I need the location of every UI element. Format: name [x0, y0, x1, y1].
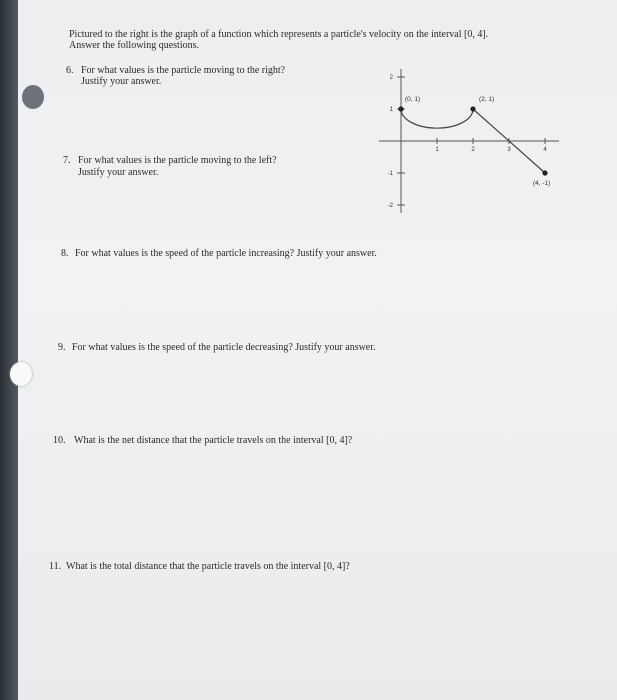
question-10-number: 10.	[53, 435, 66, 446]
data-point	[398, 106, 403, 111]
question-10-text: What is the net distance that the particle travels on the interval [0, 4]?	[74, 435, 353, 446]
x-tick-label: 2	[471, 147, 475, 153]
x-tick-label: 4	[543, 147, 547, 153]
y-tick-label: -2	[387, 203, 393, 209]
data-point-label: (2, 1)	[479, 96, 495, 103]
data-point-label: (4, -1)	[533, 180, 551, 187]
y-tick-label: 1	[389, 107, 393, 113]
data-point	[542, 170, 547, 175]
data-point-label: (0, 1)	[405, 96, 421, 103]
question-9-number: 9.	[58, 342, 66, 353]
intro-line-2: Answer the following questions.	[69, 40, 199, 51]
x-tick-label: 1	[435, 147, 439, 153]
question-9-text: For what values is the speed of the particle decreasing? Justify your answer.	[72, 342, 376, 353]
question-11-number: 11.	[49, 561, 62, 572]
question-7-number: 7.	[63, 155, 71, 166]
question-6-number: 6.	[66, 65, 74, 76]
question-11-text: What is the total distance that the particle travels on the interval [0, 4]?	[66, 561, 350, 572]
question-6-justify: Justify your answer.	[81, 76, 162, 87]
question-8-text: For what values is the speed of the particle increasing? Justify your answer.	[75, 248, 377, 259]
question-7-text: For what values is the particle moving to the left?	[78, 155, 277, 166]
y-tick-label: -1	[387, 171, 393, 177]
data-point	[470, 106, 475, 111]
intro-line-1: Pictured to the right is the graph of a function which represents a particle's velocity on the interval [0, 4].	[69, 29, 489, 40]
y-tick-label: 2	[389, 75, 393, 81]
question-8-number: 8.	[61, 248, 69, 259]
x-tick-label: 3	[507, 147, 511, 153]
question-7-justify: Justify your answer.	[78, 167, 159, 178]
question-6-text: For what values is the particle moving to the right?	[81, 65, 286, 76]
curve-semicircle	[401, 109, 473, 128]
